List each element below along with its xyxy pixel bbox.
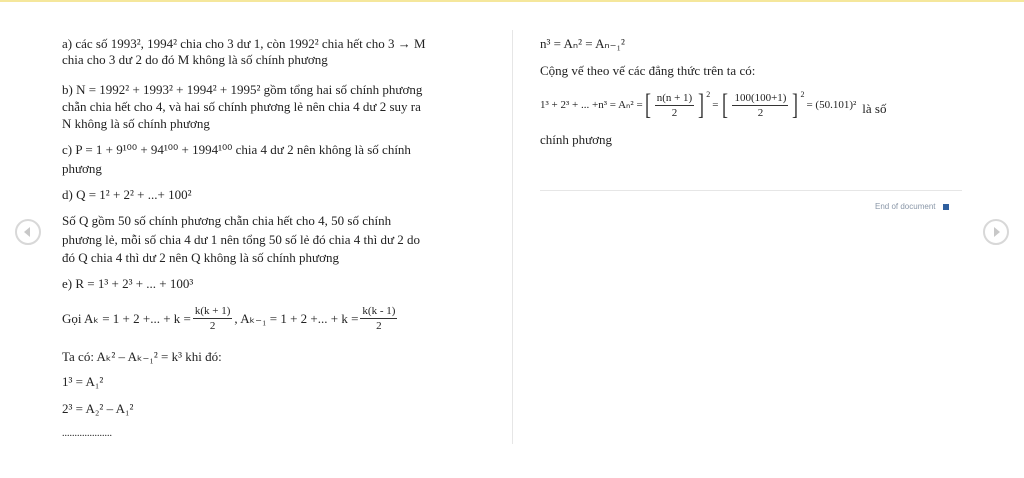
text-line-eq2: 2³ = A₂² – A₁² <box>62 401 134 416</box>
fraction-numerator: k(k - 1) <box>362 305 396 317</box>
text-line-c1: c) P = 1 + 9¹⁰⁰ + 94¹⁰⁰ + 1994¹⁰⁰ chia 4 dư 2 nên không là số chính <box>62 142 411 157</box>
text-line-r4: chính phương <box>540 132 613 147</box>
fraction-n-plus-1 <box>655 91 695 120</box>
goi-text-a: Gọi Aₖ = 1 + 2 +... + k = <box>62 310 191 326</box>
text-line-d4: đó Q chia 4 thì dư 2 nên Q không là số chính phương <box>62 250 339 265</box>
sum-rhs: = (50.101)² <box>806 99 857 111</box>
text-line-r2: Cộng vế theo vế các đẳng thức trên ta có: <box>540 63 756 78</box>
next-page-button[interactable] <box>983 219 1009 245</box>
end-separator <box>540 190 962 191</box>
bracket-left: [ <box>644 88 651 121</box>
text-line-b3: N không là số chính phương <box>62 116 210 131</box>
text-line-r1: n³ = Aₙ² = Aₙ₋₁² <box>540 36 625 51</box>
fraction-numerator: 100(100+1) <box>734 91 787 104</box>
end-of-document <box>875 202 949 211</box>
la-so-text: là số <box>862 101 887 116</box>
square-exponent: 2 <box>800 90 805 99</box>
text-line-a1: a) các số 1993², 1994² chia cho 3 dư 1, còn 1992² chia hết cho 3 → M <box>62 36 426 51</box>
prev-page-button[interactable] <box>15 219 41 245</box>
square-exponent: 2 <box>706 90 711 99</box>
bracket-right: ] <box>792 88 799 121</box>
text-line-eq1: 1³ = A₁² <box>62 374 104 389</box>
fraction-k-plus-1 <box>193 304 233 333</box>
sum-lhs: 1³ + 2³ + ... +n³ = Aₙ² = <box>540 99 643 111</box>
fraction-numerator: k(k + 1) <box>194 305 231 317</box>
text-line-d1: d) Q = 1² + 2² + ...+ 100² <box>62 187 192 202</box>
equals-sign: = <box>712 99 719 111</box>
fraction-k-minus-1 <box>360 304 397 333</box>
goi-text-b: , Aₖ₋₁ = 1 + 2 +... + k = <box>234 310 359 326</box>
text-line-taco: Ta có: Aₖ² – Aₖ₋₁² = k³ khi đó: <box>62 349 222 364</box>
fraction-numerator: n(n + 1) <box>656 91 693 104</box>
text-line-dots: .................... <box>62 428 112 439</box>
fraction-denominator: 2 <box>671 106 678 119</box>
chevron-left-icon <box>24 227 30 237</box>
text-line-b1: b) N = 1992² + 1993² + 1994² + 1995² gồm tổng hai số chính phương <box>62 82 423 97</box>
text-line-c2: phương <box>62 161 102 176</box>
text-line-d3: phương lẻ, mỗi số chia 4 dư 1 nên tổng 50 số lẻ đó chia 4 thì dư 2 do <box>62 232 421 247</box>
fraction-denominator: 2 <box>757 106 764 119</box>
square-icon <box>943 204 949 210</box>
fraction-100 <box>732 91 788 120</box>
chevron-right-icon <box>994 227 1000 237</box>
text-line-e1: e) R = 1³ + 2³ + ... + 100³ <box>62 276 194 291</box>
end-of-document-label: End of document <box>875 202 936 211</box>
fraction-denominator: 2 <box>209 320 216 332</box>
bracket-right: ] <box>698 88 705 121</box>
top-accent-line <box>0 0 1024 2</box>
formula-line-goi <box>62 304 399 333</box>
text-line-b2: chẵn chia hết cho 4, và hai số chính phương lẻ nên chia 4 dư 2 suy ra <box>62 99 421 114</box>
fraction-denominator: 2 <box>376 320 382 332</box>
bracket-left: [ <box>722 88 729 121</box>
formula-line-sum <box>540 90 887 120</box>
column-divider <box>512 30 513 444</box>
text-line-a2: chia cho 3 dư 2 do đó M không là số chính phương <box>62 52 328 67</box>
text-line-d2: Số Q gồm 50 số chính phương chẵn chia hết cho 4, 50 số chính <box>62 213 392 228</box>
